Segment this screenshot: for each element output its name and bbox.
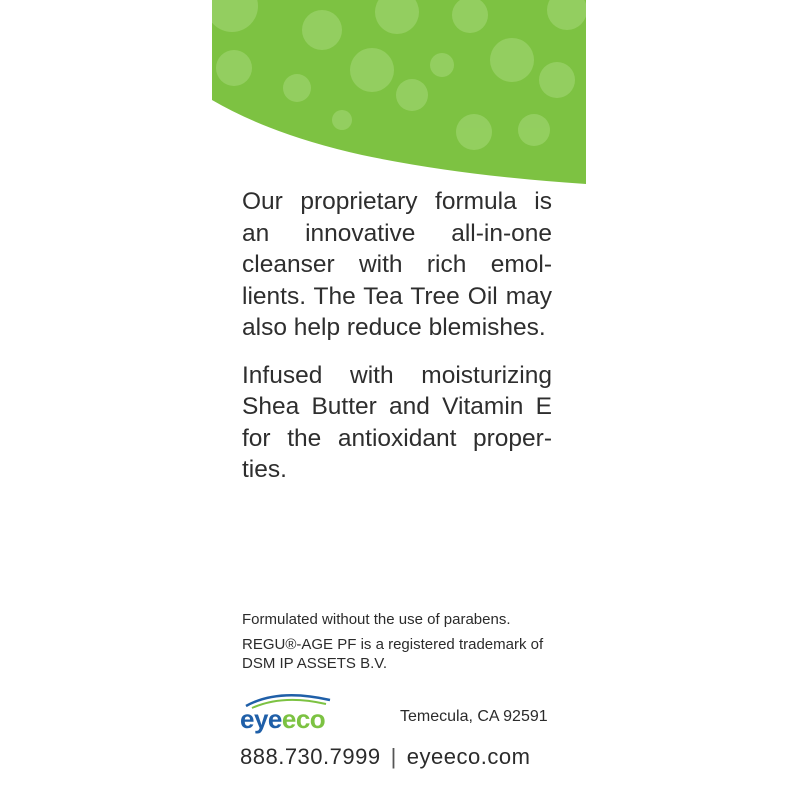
phone-number: 888.730.7999 <box>240 744 381 769</box>
text-line: an innovative all-in-one <box>242 219 552 247</box>
description-paragraph-1 <box>242 186 552 344</box>
website-link[interactable]: eyeeco.com <box>406 744 531 769</box>
green-header-banner <box>212 0 586 190</box>
trademark-notice: REGU®-AGE PF is a registered trademark of DSM IP ASSETS B.V. <box>242 636 544 672</box>
text-line: Shea Butter and Vitamin E <box>242 393 552 420</box>
product-description <box>242 186 552 502</box>
product-label-panel <box>212 0 586 800</box>
text-line: Infused with moisturizing <box>242 361 552 389</box>
eyeeco-logo <box>238 690 348 734</box>
text-line: for the antioxidant proper- <box>242 424 552 452</box>
text-line: also help reduce blemishes. <box>242 314 546 341</box>
logo-wordmark <box>240 704 325 735</box>
fine-print <box>242 610 562 679</box>
logo-text-eye: eye <box>240 704 282 734</box>
paraben-notice: Formulated without the use of parabens. <box>242 611 511 628</box>
logo-text-eco: eco <box>281 704 326 734</box>
text-line: Our proprietary formula is <box>242 188 552 215</box>
text-line: lients. The Tea Tree Oil may <box>242 282 552 310</box>
text-line: cleanser with rich emol- <box>242 251 552 278</box>
description-paragraph-2 <box>242 360 552 486</box>
contact-line <box>240 744 530 770</box>
separator: | <box>390 744 397 769</box>
text-line: ties. <box>242 456 287 483</box>
company-address: Temecula, CA 92591 <box>400 708 548 725</box>
